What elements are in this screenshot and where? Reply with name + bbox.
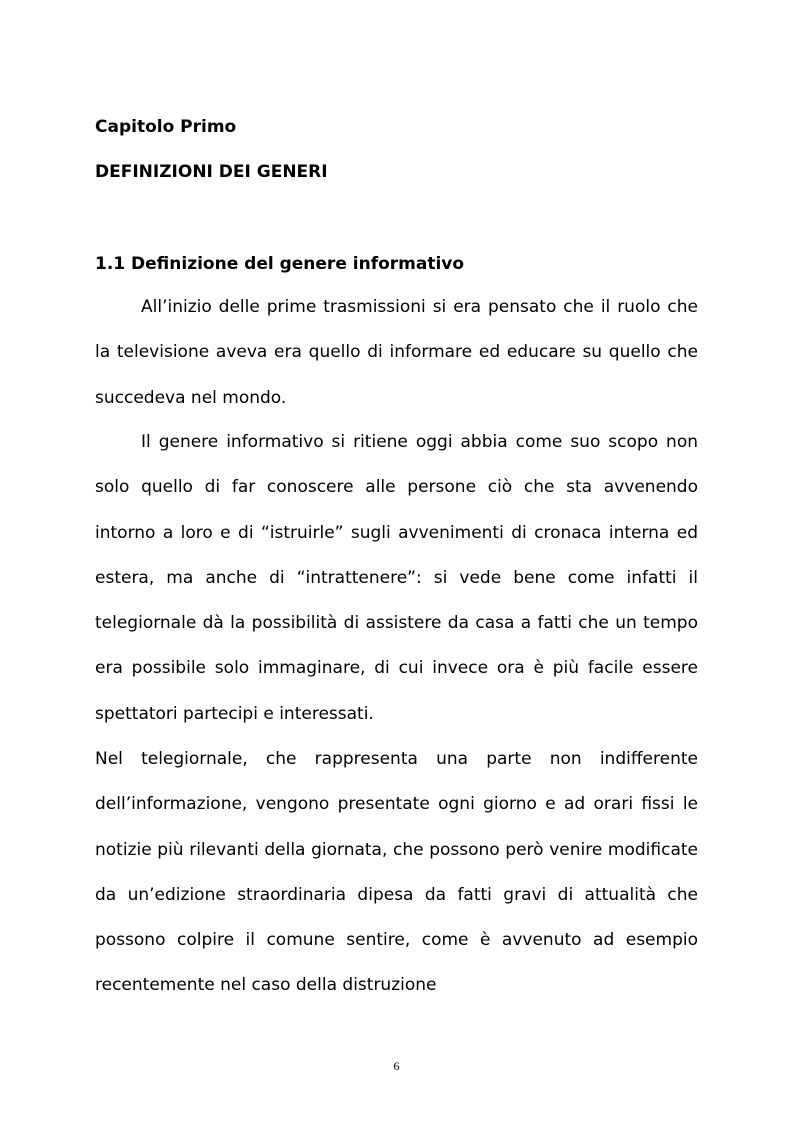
section-title: 1.1 Definizione del genere informativo	[95, 254, 465, 274]
paragraph: Il genere informativo si ritiene oggi abbia come suo scopo non solo quello di far conoscere alle persone ciò che sta avvenendo intorno a loro e di “istruirle” sugli avvenimenti di cronaca interna ed estera, ma anche di “intrattenere”: si vede bene come infatti il telegiornale dà la possibilità di assistere da casa a fatti che un tempo era possibile solo immaginare, di cui invece ora è più facile essere spettatori partecipi e interessati.	[95, 432, 698, 724]
page-number: 6	[393, 1059, 400, 1073]
chapter-subtitle: DEFINIZIONI DEI GENERI	[95, 162, 328, 182]
chapter-title: Capitolo Primo	[95, 117, 237, 137]
paragraph: All’inizio delle prime trasmissioni si era pensato che il ruolo che la televisione aveva era quello di informare ed educare su quello che succedeva nel mondo.	[95, 297, 698, 408]
paragraph: Nel telegiornale, che rappresenta una parte non indifferente dell’informazione, vengono presentate ogni giorno e ad orari fissi le notizie più rilevanti della giornata, che possono però venire modificate da un’edizione straordinaria dipesa da fatti gravi di attualità che possono colpire il comune sentire, come è avvenuto ad esempio recentemente nel caso della distruzione	[95, 749, 698, 996]
